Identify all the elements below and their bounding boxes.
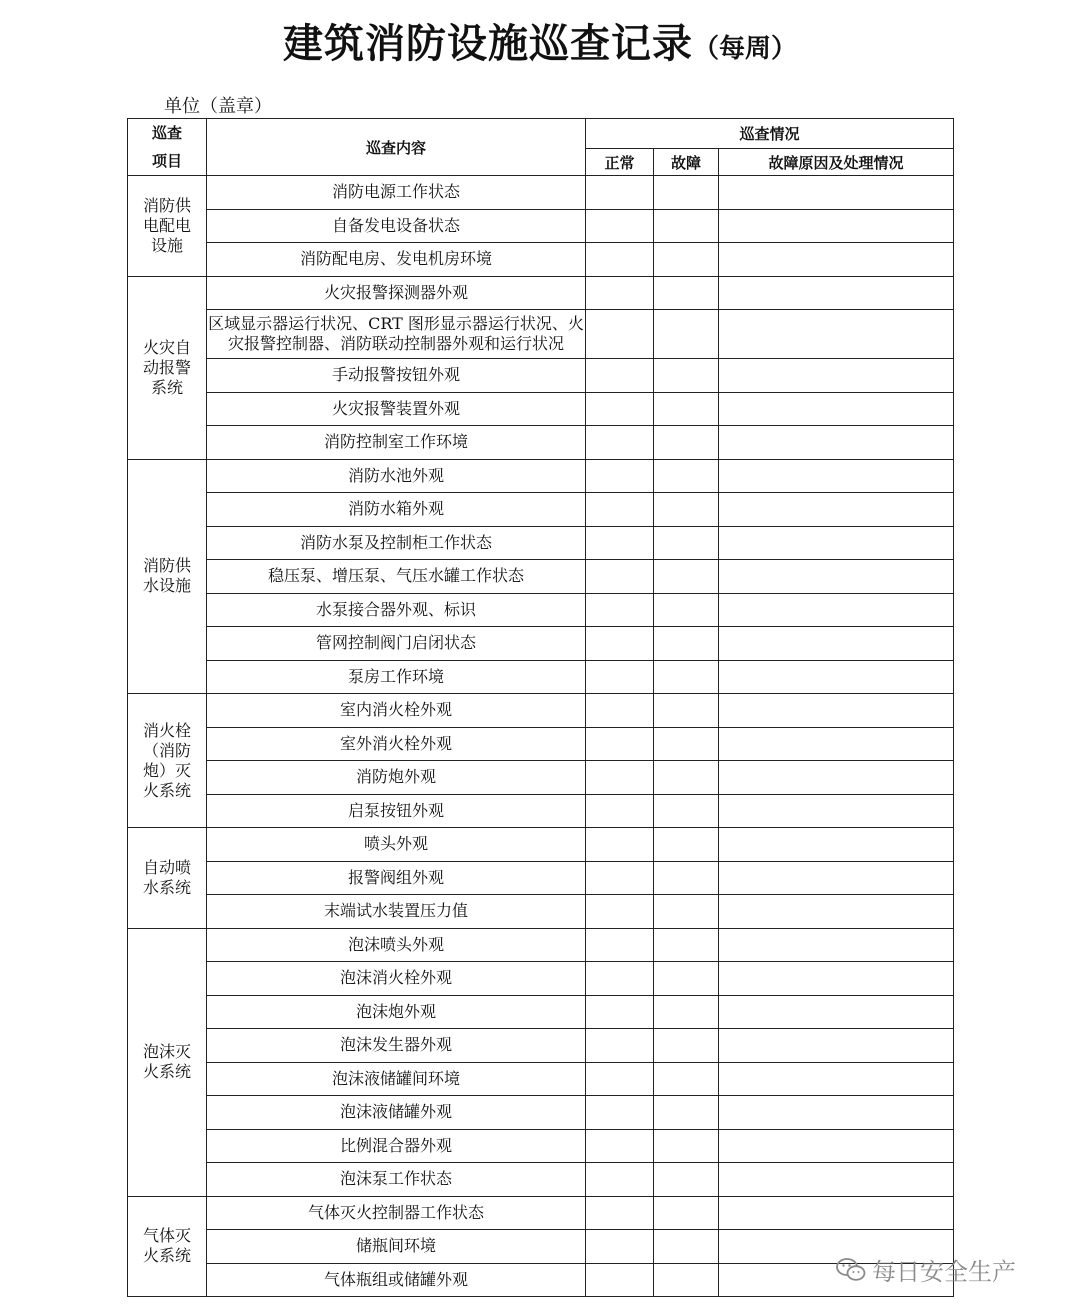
table-row <box>128 727 954 761</box>
normal-cell[interactable] <box>586 828 654 862</box>
category-label: 消防供电配电设施 <box>142 195 191 255</box>
reason-cell[interactable] <box>719 694 954 728</box>
fault-cell[interactable] <box>654 426 719 460</box>
fault-cell[interactable] <box>654 1029 719 1063</box>
normal-cell[interactable] <box>586 1263 654 1297</box>
inspection-content: 储瓶间环境 <box>207 1230 586 1264</box>
normal-cell[interactable] <box>586 426 654 460</box>
table-row <box>128 426 954 460</box>
inspection-content: 消防水泵及控制柜工作状态 <box>207 526 586 560</box>
reason-cell[interactable] <box>719 660 954 694</box>
table-body <box>128 176 954 1297</box>
reason-cell[interactable] <box>719 209 954 243</box>
reason-cell[interactable] <box>719 727 954 761</box>
inspection-content: 管网控制阀门启闭状态 <box>207 627 586 661</box>
normal-cell[interactable] <box>586 660 654 694</box>
category-cell <box>128 828 207 929</box>
reason-cell[interactable] <box>719 928 954 962</box>
fault-cell[interactable] <box>654 560 719 594</box>
header-fault: 故障 <box>654 149 719 176</box>
category-label: 气体灭火系统 <box>142 1226 191 1266</box>
fault-cell[interactable] <box>654 1196 719 1230</box>
table-row <box>128 660 954 694</box>
inspection-content: 室外消火栓外观 <box>207 727 586 761</box>
fault-cell[interactable] <box>654 995 719 1029</box>
header-item <box>128 119 207 176</box>
header-item-text: 巡查 项目 <box>151 124 182 170</box>
table-row <box>128 895 954 929</box>
reason-cell[interactable] <box>719 1062 954 1096</box>
inspection-content: 报警阀组外观 <box>207 861 586 895</box>
fault-cell[interactable] <box>654 962 719 996</box>
fault-cell[interactable] <box>654 359 719 393</box>
reason-cell[interactable] <box>719 1196 954 1230</box>
inspection-content: 启泵按钮外观 <box>207 794 586 828</box>
inspection-content: 比例混合器外观 <box>207 1129 586 1163</box>
table-row <box>128 560 954 594</box>
header-content: 巡查内容 <box>207 119 586 176</box>
fault-cell[interactable] <box>654 828 719 862</box>
normal-cell[interactable] <box>586 861 654 895</box>
inspection-content: 消防水箱外观 <box>207 493 586 527</box>
fault-cell[interactable] <box>654 459 719 493</box>
inspection-content: 火灾报警装置外观 <box>207 392 586 426</box>
fault-cell[interactable] <box>654 526 719 560</box>
inspection-content: 消防配电房、发电机房环境 <box>207 243 586 277</box>
inspection-content: 水泵接合器外观、标识 <box>207 593 586 627</box>
table-row <box>128 493 954 527</box>
document-title <box>0 12 1080 69</box>
table-row <box>128 761 954 795</box>
normal-cell[interactable] <box>586 1129 654 1163</box>
reason-cell[interactable] <box>719 1129 954 1163</box>
normal-cell[interactable] <box>586 794 654 828</box>
category-label: 自动喷水系统 <box>142 857 191 897</box>
inspection-content: 稳压泵、增压泵、气压水罐工作状态 <box>207 560 586 594</box>
inspection-content: 泡沫炮外观 <box>207 995 586 1029</box>
normal-cell[interactable] <box>586 310 654 359</box>
table-row <box>128 1129 954 1163</box>
fault-cell[interactable] <box>654 276 719 310</box>
normal-cell[interactable] <box>586 392 654 426</box>
table-row <box>128 1230 954 1264</box>
fault-cell[interactable] <box>654 1263 719 1297</box>
unit-stamp-label: 单位（盖章） <box>164 96 272 117</box>
table-row <box>128 828 954 862</box>
table-row <box>128 995 954 1029</box>
table-row <box>128 1062 954 1096</box>
normal-cell[interactable] <box>586 1062 654 1096</box>
fault-cell[interactable] <box>654 928 719 962</box>
inspection-content: 手动报警按钮外观 <box>207 359 586 393</box>
reason-cell[interactable] <box>719 392 954 426</box>
normal-cell[interactable] <box>586 727 654 761</box>
reason-cell[interactable] <box>719 828 954 862</box>
category-cell <box>128 276 207 459</box>
fault-cell[interactable] <box>654 727 719 761</box>
fault-cell[interactable] <box>654 761 719 795</box>
header-status: 巡查情况 <box>586 119 954 149</box>
fault-cell[interactable] <box>654 1163 719 1197</box>
table-row <box>128 1029 954 1063</box>
category-cell <box>128 694 207 828</box>
reason-cell[interactable] <box>719 426 954 460</box>
reason-cell[interactable] <box>719 176 954 210</box>
fault-cell[interactable] <box>654 1230 719 1264</box>
normal-cell[interactable] <box>586 493 654 527</box>
table-row <box>128 627 954 661</box>
wechat-icon <box>836 1257 866 1283</box>
normal-cell[interactable] <box>586 1096 654 1130</box>
normal-cell[interactable] <box>586 1029 654 1063</box>
inspection-content: 消防控制室工作环境 <box>207 426 586 460</box>
normal-cell[interactable] <box>586 694 654 728</box>
title-main: 建筑消防设施巡查记录 <box>282 21 693 67</box>
inspection-content: 泡沫发生器外观 <box>207 1029 586 1063</box>
fault-cell[interactable] <box>654 1062 719 1096</box>
fault-cell[interactable] <box>654 660 719 694</box>
table-row <box>128 861 954 895</box>
reason-cell[interactable] <box>719 1163 954 1197</box>
category-cell <box>128 928 207 1196</box>
category-cell <box>128 459 207 694</box>
normal-cell[interactable] <box>586 176 654 210</box>
category-cell <box>128 176 207 277</box>
header-reason: 故障原因及处理情况 <box>719 149 954 176</box>
title-suffix: （每周） <box>692 34 797 64</box>
category-label: 消防供水设施 <box>142 556 191 596</box>
normal-cell[interactable] <box>586 1196 654 1230</box>
normal-cell[interactable] <box>586 459 654 493</box>
fault-cell[interactable] <box>654 209 719 243</box>
normal-cell[interactable] <box>586 560 654 594</box>
normal-cell[interactable] <box>586 526 654 560</box>
fault-cell[interactable] <box>654 1129 719 1163</box>
inspection-content: 火灾报警探测器外观 <box>207 276 586 310</box>
fault-cell[interactable] <box>654 861 719 895</box>
table-row <box>128 694 954 728</box>
reason-cell[interactable] <box>719 310 954 359</box>
reason-cell[interactable] <box>719 243 954 277</box>
normal-cell[interactable] <box>586 593 654 627</box>
inspection-content: 泡沫泵工作状态 <box>207 1163 586 1197</box>
normal-cell[interactable] <box>586 243 654 277</box>
table-row <box>128 459 954 493</box>
table-row <box>128 1163 954 1197</box>
fault-cell[interactable] <box>654 493 719 527</box>
inspection-content: 气体灭火控制器工作状态 <box>207 1196 586 1230</box>
normal-cell[interactable] <box>586 761 654 795</box>
inspection-content: 泡沫液储罐外观 <box>207 1096 586 1130</box>
reason-cell[interactable] <box>719 593 954 627</box>
normal-cell[interactable] <box>586 995 654 1029</box>
reason-cell[interactable] <box>719 560 954 594</box>
inspection-content: 区域显示器运行状况、CRT 图形显示器运行状况、火灾报警控制器、消防联动控制器外观和运行状况 <box>207 310 586 359</box>
inspection-content: 消防水池外观 <box>207 459 586 493</box>
reason-cell[interactable] <box>719 761 954 795</box>
reason-cell[interactable] <box>719 493 954 527</box>
normal-cell[interactable] <box>586 276 654 310</box>
reason-cell[interactable] <box>719 459 954 493</box>
fault-cell[interactable] <box>654 895 719 929</box>
table-row <box>128 526 954 560</box>
normal-cell[interactable] <box>586 962 654 996</box>
reason-cell[interactable] <box>719 526 954 560</box>
inspection-content: 消防炮外观 <box>207 761 586 795</box>
normal-cell[interactable] <box>586 1230 654 1264</box>
header-normal: 正常 <box>586 149 654 176</box>
inspection-content: 末端试水装置压力值 <box>207 895 586 929</box>
inspection-content: 消防电源工作状态 <box>207 176 586 210</box>
fault-cell[interactable] <box>654 794 719 828</box>
reason-cell[interactable] <box>719 861 954 895</box>
normal-cell[interactable] <box>586 928 654 962</box>
table-row <box>128 209 954 243</box>
table-row <box>128 1096 954 1130</box>
fault-cell[interactable] <box>654 593 719 627</box>
category-cell <box>128 1196 207 1297</box>
fault-cell[interactable] <box>654 176 719 210</box>
table-row <box>128 1196 954 1230</box>
inspection-content: 自备发电设备状态 <box>207 209 586 243</box>
watermark-text: 每日安全生产 <box>872 1258 1016 1286</box>
inspection-content: 泡沫消火栓外观 <box>207 962 586 996</box>
table-row <box>128 310 954 359</box>
inspection-content: 喷头外观 <box>207 828 586 862</box>
reason-cell[interactable] <box>719 794 954 828</box>
category-label: 消火栓（消防炮）灭火系统 <box>142 720 191 800</box>
inspection-content: 泡沫液储罐间环境 <box>207 1062 586 1096</box>
table-row <box>128 176 954 210</box>
normal-cell[interactable] <box>586 359 654 393</box>
fault-cell[interactable] <box>654 1096 719 1130</box>
table-row <box>128 962 954 996</box>
fault-cell[interactable] <box>654 627 719 661</box>
fault-cell[interactable] <box>654 694 719 728</box>
reason-cell[interactable] <box>719 627 954 661</box>
reason-cell[interactable] <box>719 1096 954 1130</box>
inspection-content: 室内消火栓外观 <box>207 694 586 728</box>
reason-cell[interactable] <box>719 1029 954 1063</box>
table-row <box>128 1263 954 1297</box>
table-row <box>128 276 954 310</box>
normal-cell[interactable] <box>586 209 654 243</box>
inspection-content: 泵房工作环境 <box>207 660 586 694</box>
table-row <box>128 928 954 962</box>
normal-cell[interactable] <box>586 895 654 929</box>
normal-cell[interactable] <box>586 627 654 661</box>
table-row <box>128 243 954 277</box>
table-row <box>128 392 954 426</box>
watermark <box>836 1252 1016 1287</box>
inspection-content: 泡沫喷头外观 <box>207 928 586 962</box>
fault-cell[interactable] <box>654 392 719 426</box>
fault-cell[interactable] <box>654 243 719 277</box>
category-label: 泡沫灭火系统 <box>142 1042 191 1081</box>
reason-cell[interactable] <box>719 995 954 1029</box>
reason-cell[interactable] <box>719 359 954 393</box>
reason-cell[interactable] <box>719 895 954 929</box>
inspection-content: 气体瓶组或储罐外观 <box>207 1263 586 1297</box>
reason-cell[interactable] <box>719 962 954 996</box>
reason-cell[interactable] <box>719 276 954 310</box>
category-label: 火灾自动报警系统 <box>142 337 191 397</box>
inspection-table <box>127 118 954 1297</box>
table-row <box>128 794 954 828</box>
table-row <box>128 593 954 627</box>
table-row <box>128 359 954 393</box>
fault-cell[interactable] <box>654 310 719 359</box>
normal-cell[interactable] <box>586 1163 654 1197</box>
